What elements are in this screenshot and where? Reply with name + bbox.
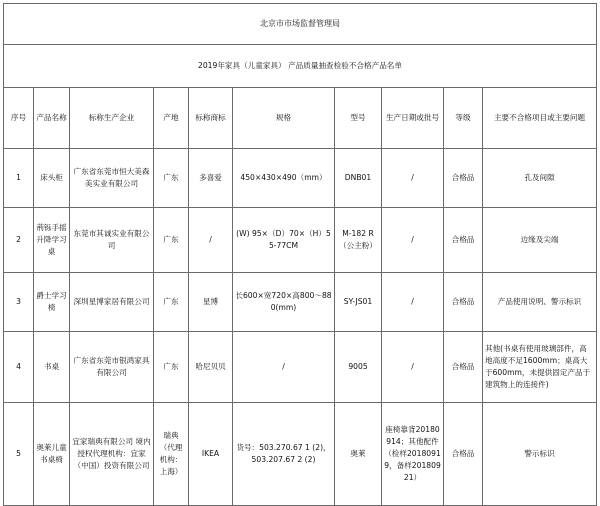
grade: 合格品 — [444, 208, 483, 273]
origin: 瑞典（代理机构：上海） — [154, 403, 189, 506]
spec: 450×430×490（mm） — [233, 149, 335, 208]
company: 广东省东莞市银鸿家具有限公司 — [70, 332, 154, 403]
production-date: / — [382, 208, 444, 273]
table-row — [4, 403, 597, 506]
header-cell: 主要不合格项目或主要问题 — [483, 88, 597, 149]
origin: 广东 — [154, 208, 189, 273]
model: M-182 R（公主粉） — [335, 208, 382, 273]
results-sheet — [3, 3, 596, 506]
header-cell: 规格 — [233, 88, 335, 149]
row-number: 5 — [4, 403, 34, 506]
origin: 广东 — [154, 149, 189, 208]
company: 东莞市其诚实业有限公司 — [70, 208, 154, 273]
table-row — [4, 332, 597, 403]
row-number: 3 — [4, 273, 34, 332]
model: DNB01 — [335, 149, 382, 208]
brand: 哈尼贝贝 — [189, 332, 233, 403]
header-cell: 标称商标 — [189, 88, 233, 149]
title-row — [4, 4, 597, 45]
row-number: 4 — [4, 332, 34, 403]
spec: (W) 95×（D）70×（H）55-77CM — [233, 208, 335, 273]
header-cell: 标称生产企业 — [70, 88, 154, 149]
model: 奥莱 — [335, 403, 382, 506]
brand: 多喜爱 — [189, 149, 233, 208]
origin: 广东 — [154, 332, 189, 403]
table-row — [4, 273, 597, 332]
product-name: 爵士学习椅 — [34, 273, 70, 332]
model: SY-JS01 — [335, 273, 382, 332]
subtitle-row — [4, 45, 597, 88]
origin: 广东 — [154, 273, 189, 332]
list-subtitle: 2019年家具（儿童家具） 产品质量抽查检验不合格产品名单 — [4, 45, 597, 88]
results-table — [3, 3, 597, 506]
production-date: / — [382, 149, 444, 208]
table-row — [4, 149, 597, 208]
grade: 合格品 — [444, 273, 483, 332]
header-cell: 产地 — [154, 88, 189, 149]
issue: 孔及间隙 — [483, 149, 597, 208]
brand: 星博 — [189, 273, 233, 332]
spec: / — [233, 332, 335, 403]
grade: 合格品 — [444, 332, 483, 403]
issue: 警示标识 — [483, 403, 597, 506]
product-name: 奥莱儿童书桌椅 — [34, 403, 70, 506]
company: 广东省东莞市恒大美森美实业有限公司 — [70, 149, 154, 208]
header-cell: 序号 — [4, 88, 34, 149]
production-date: / — [382, 273, 444, 332]
row-number: 1 — [4, 149, 34, 208]
brand: IKEA — [189, 403, 233, 506]
model: 9005 — [335, 332, 382, 403]
header-cell: 生产日期或批号 — [382, 88, 444, 149]
row-number: 2 — [4, 208, 34, 273]
company: 深圳星博家居有限公司 — [70, 273, 154, 332]
spec: 货号：503.270.67 1 (2)，503.207.67 2 (2) — [233, 403, 335, 506]
company: 宜家瑞典有限公司 境内授权代理机构：宜家（中国）投资有限公司 — [70, 403, 154, 506]
issue: 其他(书桌有使用玻璃部件，高地高度不足1600mm；桌高大于600mm，未提供固定产品于建筑物上的连接件) — [483, 332, 597, 403]
grade: 合格品 — [444, 149, 483, 208]
table-row — [4, 208, 597, 273]
header-cell: 产品名称 — [34, 88, 70, 149]
production-date: / — [382, 332, 444, 403]
issue: 产品使用说明、警示标识 — [483, 273, 597, 332]
production-date: 座椅靠背20180914；其他配件（检样20180919，备样20180921） — [382, 403, 444, 506]
spec: 长600×宽720×高800～880(mm) — [233, 273, 335, 332]
issue: 边缘及尖端 — [483, 208, 597, 273]
brand: / — [189, 208, 233, 273]
header-row — [4, 88, 597, 149]
header-cell: 型号 — [335, 88, 382, 149]
product-name: 荊铄手摇升降学习桌 — [34, 208, 70, 273]
agency-title: 北京市市场监督管理局 — [4, 4, 597, 45]
product-name: 床头柜 — [34, 149, 70, 208]
product-name: 书桌 — [34, 332, 70, 403]
grade: 合格品 — [444, 403, 483, 506]
header-cell: 等级 — [444, 88, 483, 149]
